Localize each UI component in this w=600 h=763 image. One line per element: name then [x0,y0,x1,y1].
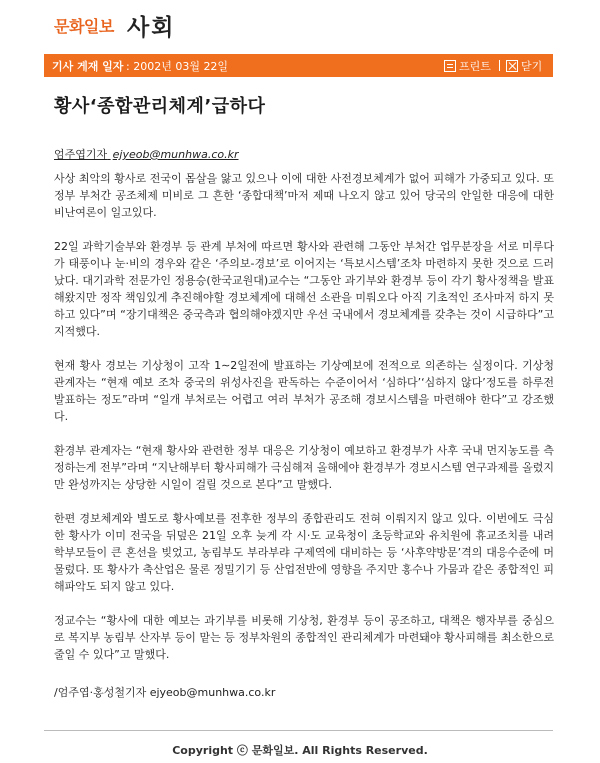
bar-divider [499,60,500,71]
article-paragraph: 환경부 관계자는 “현재 황사와 관련한 정부 대응은 기상청이 예보하고 환경부가 사후 국내 먼지농도를 측정하는게 전부”라며 “지난해부터 황사피해가 극심해져 올해에야 환경부가 경보시스템 연구과제를 올렸지만 완성까지는 상당한 시일이 걸릴 것으로 본다”고 말했다. [54,444,554,491]
publish-date: : 2002년 03월 22일 [126,60,229,73]
article-signature: /엄주엽·홍성철기자 ejyeob@munhwa.co.kr [54,686,276,699]
article-paragraph: 현재 황사 경보는 기상청이 고작 1∼2일전에 발표하는 기상예보에 전적으로 의존하는 실정이다. 기상청 관계자는 “현재 예보 조차 중국의 위성사진을 판독하는 수준이어서 ‘심하다’‘심하지 않다’정도를 하루전 발표하는 정도”라며 “일개 부처로는 어렵고 여러 부처가 공조해 경보시스템을 마련해야 한다”고 강조했다. [54,359,554,423]
close-icon [506,60,518,72]
article-paragraph: 22일 과학기술부와 환경부 등 관계 부처에 따르면 황사와 관련해 그동안 부처간 업무분장을 서로 미루다가 태풍이나 눈·비의 경우와 같은 ‘주의보-경보’로 이어지는 ‘특보시스템’조차 마련하지 못한 것으로 드러났다. 대기과학 전문가인 정용승(한국교원대)교수는 “그동안 과기부와 환경부 등이 각기 황사정책을 발표해왔지만 정작 책임있게 추진해야할 경보체계에 대해선 소관을 미뤄오다 아직 기초적인 조사마저 하지 못하고 있다”며 “장기대책은 중국측과 협의해야겠지만 우선 국내에서 경보체계를 갖추는 것이 시급하다”고 지적했다. [54,240,554,338]
byline [54,146,239,162]
print-button[interactable] [444,57,491,74]
print-icon [444,60,456,72]
article-paragraph: 사상 최악의 황사로 전국이 몸살을 앓고 있으나 이에 대한 사전경보체계가 없어 피해가 가중되고 있다. 또 정부 부처간 공조체제 미비로 그 흔한 ‘종합대책’마저 제때 나오지 않고 있어 당국의 안일한 대응에 대한 비난여론이 일고있다. [54,172,554,219]
article-body [54,170,554,680]
page-header [0,0,600,52]
close-button[interactable] [506,57,542,74]
byline-name: 엄주엽기자 [54,148,108,161]
section-title: 사회 [127,15,176,41]
article-info-bar [44,54,553,77]
byline-email[interactable]: ejyeob@munhwa.co.kr [112,148,239,161]
print-label: 프린트 [459,59,491,73]
article-paragraph: 정교수는 “황사에 대한 예보는 과기부를 비롯해 기상청, 환경부 등이 공조하고, 대책은 행자부를 중심으로 복지부 농림부 산자부 등이 맡는 등 정부차원의 종합적인 관리체계가 마련돼야 황사피해를 최소한으로 줄일 수 있다”고 말했다. [54,614,554,661]
brand-logo[interactable]: 문화일보 [54,17,114,36]
close-label: 닫기 [521,59,543,73]
article-title: 황사‘종합관리체계’급하다 [54,96,266,117]
publish-date-label: 기사 게재 일자 [52,60,124,73]
footer-divider [44,730,553,731]
article-paragraph: 한편 경보체계와 별도로 황사예보를 전후한 정부의 종합관리도 전혀 이뤄지지 않고 있다. 이번에도 극심한 황사가 이미 전국을 뒤덮은 21일 오후 늦게 각 시·도 교육청이 초등학교와 유치원에 휴교조치를 내려 학부모들이 큰 혼선을 빚었고, 농림부도 부라부랴 구제역에 대비하는 등 ‘사후약방문’격의 대응수준에 머물렀다. 또 황사가 축산업은 물론 정밀기기 등 산업전반에 영향을 주지만 홍수나 가뭄과 같은 종합적인 피해파악도 되지 않고 있다. [54,512,554,593]
copyright-footer: Copyright ⓒ 문화일보. All Rights Reserved. [172,744,428,757]
